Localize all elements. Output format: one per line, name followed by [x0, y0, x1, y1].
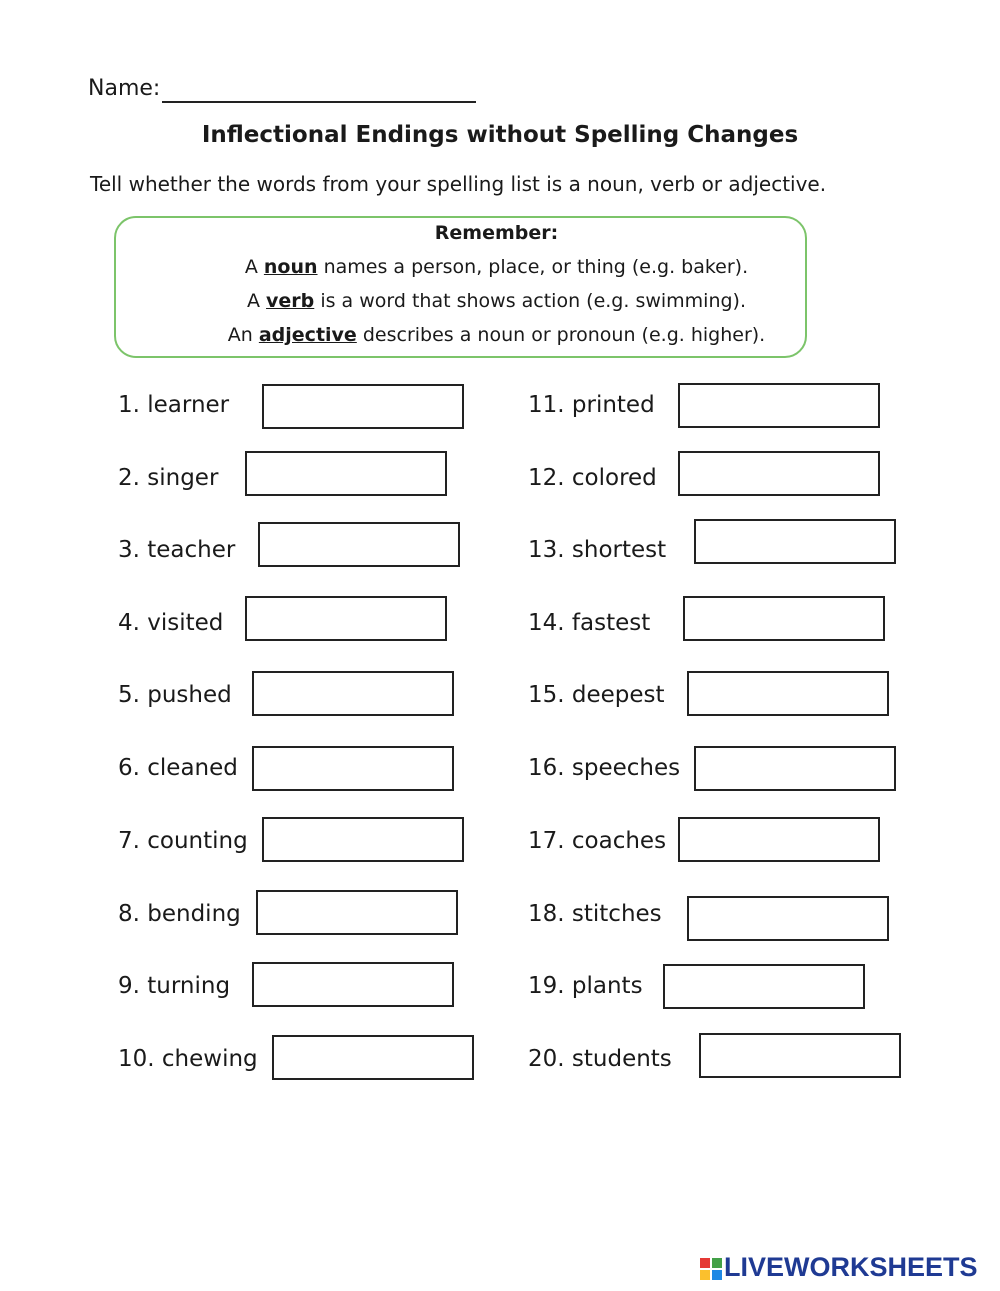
word-item: 2. singer	[118, 465, 219, 491]
adjective-article: An	[227, 324, 253, 346]
answer-input[interactable]	[699, 1033, 901, 1078]
word-item: 20. students	[528, 1046, 672, 1072]
word-item: 19. plants	[528, 973, 643, 999]
answer-input[interactable]	[256, 890, 458, 935]
name-label: Name:	[88, 76, 161, 101]
verb-definition-text: is a word that shows action (e.g. swimming).	[320, 290, 747, 312]
remember-verb-definition	[114, 290, 879, 312]
answer-input[interactable]	[252, 671, 454, 716]
remember-adjective-definition	[114, 324, 879, 346]
answer-input[interactable]	[262, 817, 464, 862]
answer-input[interactable]	[678, 383, 880, 428]
word-item: 17. coaches	[528, 828, 667, 854]
name-line[interactable]	[162, 101, 476, 103]
answer-input[interactable]	[687, 896, 889, 941]
noun-article: A	[244, 256, 258, 278]
answer-input[interactable]	[663, 964, 865, 1009]
answer-input[interactable]	[678, 817, 880, 862]
word-item: 14. fastest	[528, 610, 651, 636]
answer-input[interactable]	[252, 962, 454, 1007]
word-item: 9. turning	[118, 973, 231, 999]
noun-term: noun	[263, 256, 318, 278]
adjective-term: adjective	[258, 324, 357, 346]
word-item: 8. bending	[118, 901, 241, 927]
answer-input[interactable]	[258, 522, 460, 567]
liveworksheets-brand: LIVEWORKSHEETS	[724, 1252, 978, 1282]
answer-input[interactable]	[683, 596, 885, 641]
word-item: 11. printed	[528, 392, 655, 418]
remember-noun-definition	[114, 256, 879, 278]
word-item: 10. chewing	[118, 1046, 258, 1072]
worksheet-title: Inflectional Endings without Spelling Changes	[201, 122, 799, 148]
noun-definition-text: names a person, place, or thing (e.g. baker).	[323, 256, 749, 278]
word-item: 18. stitches	[528, 901, 662, 927]
word-item: 13. shortest	[528, 537, 667, 563]
word-item: 3. teacher	[118, 537, 236, 563]
answer-input[interactable]	[678, 451, 880, 496]
remember-title: Remember:	[434, 222, 559, 244]
word-item: 7. counting	[118, 828, 248, 854]
answer-input[interactable]	[245, 596, 447, 641]
word-item: 6. cleaned	[118, 755, 238, 781]
verb-term: verb	[266, 290, 315, 312]
answer-input[interactable]	[272, 1035, 474, 1080]
word-item: 1. learner	[118, 392, 230, 418]
verb-article: A	[246, 290, 260, 312]
word-item: 16. speeches	[528, 755, 681, 781]
liveworksheets-logo-icon	[700, 1258, 722, 1280]
word-item: 4. visited	[118, 610, 224, 636]
answer-input[interactable]	[262, 384, 464, 429]
answer-input[interactable]	[694, 519, 896, 564]
adjective-definition-text: describes a noun or pronoun (e.g. higher).	[362, 324, 766, 346]
answer-input[interactable]	[694, 746, 896, 791]
instructions: Tell whether the words from your spelling list is a noun, verb or adjective.	[90, 172, 827, 196]
answer-input[interactable]	[252, 746, 454, 791]
answer-input[interactable]	[245, 451, 447, 496]
answer-input[interactable]	[687, 671, 889, 716]
word-item: 12. colored	[528, 465, 657, 491]
word-item: 15. deepest	[528, 682, 665, 708]
word-item: 5. pushed	[118, 682, 232, 708]
